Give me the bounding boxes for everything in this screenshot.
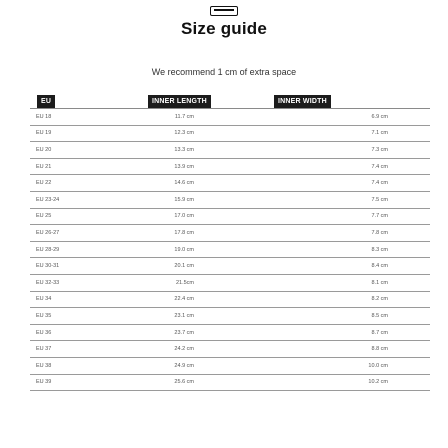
- table-row: [30, 241, 430, 258]
- inner-width-cell: 10.2 cm: [274, 374, 430, 391]
- table-row: [30, 274, 430, 291]
- inner-width-cell: 7.4 cm: [274, 158, 430, 175]
- inner-length-cell: 13.3 cm: [116, 142, 274, 159]
- inner-length-cell: 17.0 cm: [116, 208, 274, 225]
- inner-width-cell: 7.8 cm: [274, 225, 430, 242]
- table-row: [30, 142, 430, 159]
- inner-width-cell: 10.0 cm: [274, 357, 430, 374]
- size-cell: EU 19: [30, 125, 116, 142]
- size-cell: EU 32-33: [30, 274, 116, 291]
- table-row: [30, 125, 430, 142]
- size-cell: EU 35: [30, 308, 116, 325]
- inner-length-cell: 21.5cm: [116, 274, 274, 291]
- inner-length-cell: 20.1 cm: [116, 258, 274, 275]
- inner-length-cell: 11.7 cm: [116, 109, 274, 126]
- size-cell: EU 37: [30, 341, 116, 358]
- inner-length-cell: 13.9 cm: [116, 158, 274, 175]
- inner-width-cell: 8.8 cm: [274, 341, 430, 358]
- table-row: [30, 374, 430, 391]
- inner-width-cell: 6.9 cm: [274, 109, 430, 126]
- inner-length-cell: 14.6 cm: [116, 175, 274, 192]
- size-cell: EU 25: [30, 208, 116, 225]
- table-header-row: [30, 90, 430, 109]
- column-header-inner-length: INNER LENGTH: [116, 90, 274, 109]
- size-cell: EU 38: [30, 357, 116, 374]
- inner-length-cell: 23.7 cm: [116, 324, 274, 341]
- page-title: Size guide: [180, 19, 268, 38]
- size-cell: EU 21: [30, 158, 116, 175]
- column-header-eu: EU: [30, 90, 116, 109]
- inner-length-cell: 22.4 cm: [116, 291, 274, 308]
- table-row: [30, 208, 430, 225]
- inner-length-cell: 25.6 cm: [116, 374, 274, 391]
- size-cell: EU 22: [30, 175, 116, 192]
- inner-width-cell: 7.5 cm: [274, 191, 430, 208]
- size-cell: EU 30-31: [30, 258, 116, 275]
- inner-width-cell: 7.7 cm: [274, 208, 430, 225]
- table-row: [30, 191, 430, 208]
- inner-length-cell: 12.3 cm: [116, 125, 274, 142]
- table-row: [30, 357, 430, 374]
- inner-length-cell: 23.1 cm: [116, 308, 274, 325]
- inner-length-cell: 24.2 cm: [116, 341, 274, 358]
- inner-width-cell: 8.2 cm: [274, 291, 430, 308]
- size-table: [30, 90, 430, 391]
- inner-length-cell: 17.8 cm: [116, 225, 274, 242]
- inner-width-cell: 7.4 cm: [274, 175, 430, 192]
- inner-width-cell: 7.3 cm: [274, 142, 430, 159]
- size-cell: EU 20: [30, 142, 116, 159]
- table-row: [30, 291, 430, 308]
- inner-width-cell: 8.3 cm: [274, 241, 430, 258]
- table-row: [30, 308, 430, 325]
- size-cell: EU 39: [30, 374, 116, 391]
- size-cell: EU 28-29: [30, 241, 116, 258]
- table-row: [30, 225, 430, 242]
- table-row: [30, 258, 430, 275]
- size-cell: EU 23-24: [30, 191, 116, 208]
- shoe-box-icon: [210, 6, 238, 16]
- inner-length-cell: 19.0 cm: [116, 241, 274, 258]
- table-row: [30, 158, 430, 175]
- column-header-inner-width: INNER WIDTH: [274, 90, 430, 109]
- size-cell: EU 34: [30, 291, 116, 308]
- inner-length-cell: 15.9 cm: [116, 191, 274, 208]
- inner-width-cell: 8.5 cm: [274, 308, 430, 325]
- inner-width-cell: 8.4 cm: [274, 258, 430, 275]
- inner-width-cell: 7.1 cm: [274, 125, 430, 142]
- size-cell: EU 36: [30, 324, 116, 341]
- page-subtitle: We recommend 1 cm of extra space: [151, 67, 297, 77]
- inner-width-cell: 8.7 cm: [274, 324, 430, 341]
- inner-width-cell: 8.1 cm: [274, 274, 430, 291]
- inner-length-cell: 24.9 cm: [116, 357, 274, 374]
- table-row: [30, 324, 430, 341]
- table-row: [30, 175, 430, 192]
- size-cell: EU 18: [30, 109, 116, 126]
- table-row: [30, 109, 430, 126]
- table-row: [30, 341, 430, 358]
- size-cell: EU 26-27: [30, 225, 116, 242]
